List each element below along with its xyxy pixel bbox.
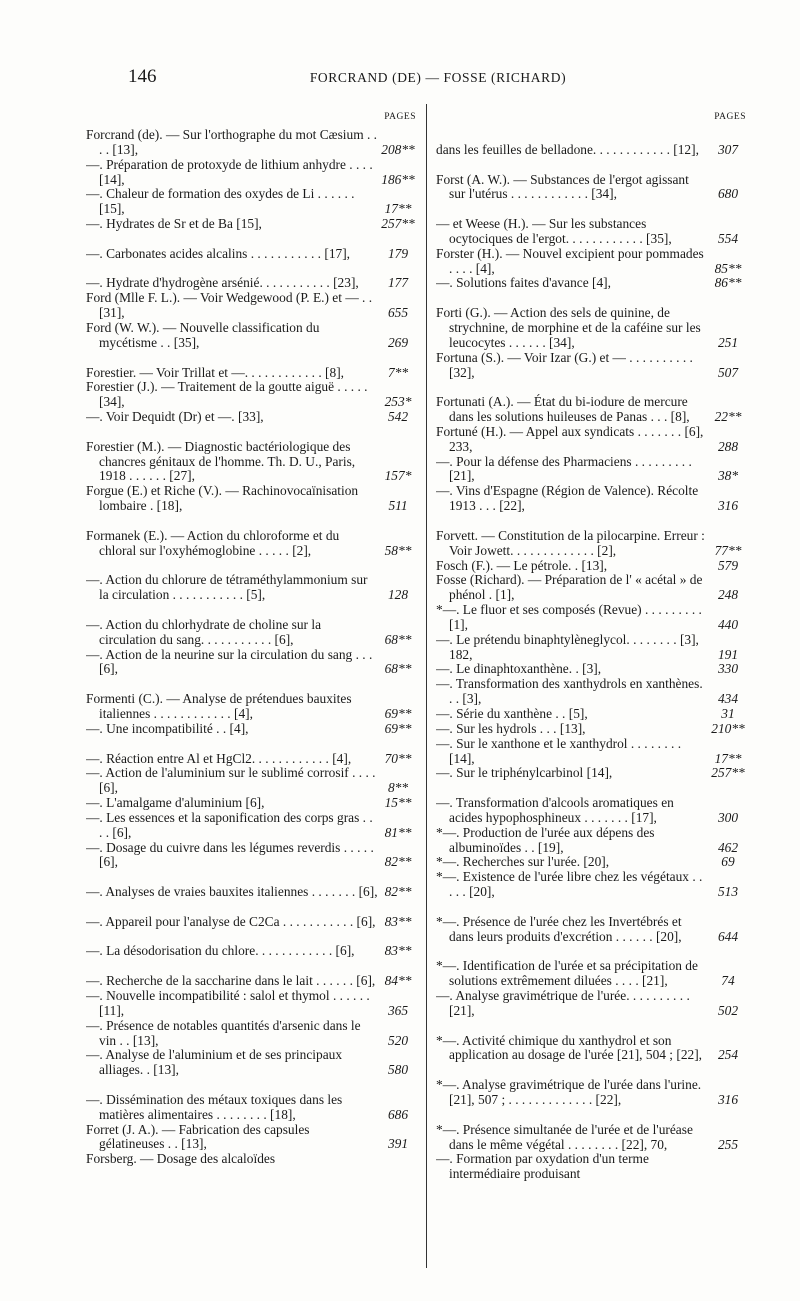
- entry-page: 307: [717, 141, 739, 157]
- entry-page: 22**: [714, 409, 742, 425]
- entry-text: Forgue (E.) et Riche (V.). — Rachinovocaïnisation lombaire . [18],: [86, 484, 359, 514]
- index-entry: [86, 158, 418, 188]
- entry-page: 655: [387, 305, 409, 321]
- entry-page: 330: [717, 662, 739, 677]
- index-entry: [436, 855, 748, 870]
- entry-text: Forret (J. A.). — Fabrication des capsules gélatineuses . . [13],: [86, 1122, 310, 1152]
- index-entry: [436, 870, 748, 900]
- index-entry: [436, 128, 748, 158]
- index-entry: [436, 514, 748, 559]
- entry-page: 157*: [384, 468, 412, 484]
- index-entry: [86, 603, 418, 648]
- index-entry: [436, 707, 748, 722]
- index-entry: [86, 559, 418, 604]
- entry-page: 507: [717, 364, 739, 380]
- entry-page: 82**: [384, 884, 412, 900]
- index-entry: [86, 737, 418, 767]
- index-entry: [436, 945, 748, 990]
- index-entry: [436, 1063, 748, 1108]
- entry-page: 513: [717, 884, 739, 900]
- entry-page: 257**: [381, 217, 415, 232]
- entry-page: 462: [717, 839, 739, 855]
- entry-text: dans les feuilles de belladone. . . . . . . . . . . . [12],: [436, 141, 699, 157]
- entry-text: —. Analyse de l'aluminium et de ses principaux alliages. . [13],: [86, 1048, 343, 1078]
- entry-page: 520: [387, 1032, 409, 1048]
- entry-page: 208**: [381, 141, 415, 157]
- entry-page: 77**: [714, 542, 742, 558]
- entry-text: Fortunati (A.). — État du bi-iodure de mercure dans les solutions huileuses de Panas . . . [8],: [436, 394, 690, 425]
- index-entry: [86, 217, 418, 232]
- entry-page: 680: [717, 186, 739, 202]
- index-entry: [436, 766, 748, 781]
- entry-text: —. Réaction entre Al et HgCl2. . . . . . . . . . . . [4],: [86, 750, 352, 766]
- entry-page: 255: [717, 1136, 739, 1152]
- index-entry: [86, 1019, 418, 1049]
- entry-text: —. Chaleur de formation des oxydes de Li . . . . . . [15],: [86, 187, 355, 217]
- entry-page: 253*: [384, 394, 412, 410]
- index-entry: [436, 425, 748, 455]
- entry-text: Forvett. — Constitution de la pilocarpine. Erreur : Voir Jowett. . . . . . . . . . . . . [2],: [436, 527, 705, 558]
- index-entry: [436, 633, 748, 663]
- index-entry: [86, 1048, 418, 1078]
- entry-text: Forst (A. W.). — Substances de l'ergot agissant sur l'utérus . . . . . . . . . . . . [34],: [436, 171, 689, 202]
- entry-page: 686: [387, 1106, 409, 1122]
- entry-text: Forti (G.). — Action des sels de quinine, de strychnine, de morphine et de la caféine sur les leucocytes . . . . . . [34],: [436, 305, 701, 350]
- entry-text: *—. Activité chimique du xanthydrol et son application au dosage de l'urée [21], 504 ; [22],: [436, 1032, 703, 1063]
- index-entry: [86, 514, 418, 559]
- column-divider: [426, 104, 427, 1268]
- entry-page: 257**: [711, 766, 745, 781]
- index-entry: [436, 247, 748, 277]
- index-entry: [86, 1078, 418, 1123]
- index-entry: [436, 573, 748, 603]
- index-entry: [86, 989, 418, 1019]
- entry-text: —. Dosage du cuivre dans les légumes reverdis . . . . . [6],: [86, 840, 374, 870]
- entry-text: —. Recherche de la saccharine dans le lait . . . . . . [6],: [86, 973, 376, 989]
- index-entry: [86, 321, 418, 351]
- entry-text: —. Sur le xanthone et le xanthydrol . . . . . . . . [14],: [436, 736, 682, 766]
- entry-text: Formanek (E.). — Action du chloroforme et du chloral sur l'oxyhémoglobine . . . . . [2],: [86, 527, 340, 558]
- index-entry: [436, 722, 748, 737]
- entry-text: —. Transformation d'alcools aromatiques en acides hypophosphineux . . . . . . . [17],: [436, 795, 674, 825]
- entry-page: 300: [717, 809, 739, 825]
- entry-text: —. Sur le triphénylcarbinol [14],: [436, 766, 613, 781]
- entry-page: 82**: [384, 854, 412, 870]
- entry-text: —. Action de la neurine sur la circulation du sang . . . [6],: [86, 647, 373, 677]
- entry-text: *—. Présence de l'urée chez les Invertébrés et dans leurs produits d'excrétion . . . . . . [20],: [436, 913, 682, 944]
- entry-text: —. Appareil pour l'analyse de C2Ca . . . . . . . . . . . [6],: [86, 913, 376, 929]
- entry-text: —. L'amalgame d'aluminium [6],: [86, 796, 265, 811]
- entry-text: —. La désodorisation du chlore. . . . . . . . . . . . [6],: [86, 943, 355, 959]
- entry-page: 7**: [387, 364, 409, 380]
- entry-text: —. Hydrate d'hydrogène arsénié. . . . . . . . . . . [23],: [86, 275, 359, 291]
- entry-page: 365: [387, 1002, 409, 1018]
- entry-text: —. Formation par oxydation d'un terme intermédiaire produisant: [436, 1152, 649, 1182]
- index-entry: [86, 232, 418, 262]
- entry-text: —. Pour la défense des Pharmaciens . . . . . . . . . [21],: [436, 454, 692, 484]
- index-entry: [86, 187, 418, 217]
- entry-text: *—. Existence de l'urée libre chez les végétaux . . . . . [20],: [436, 870, 703, 900]
- entry-text: Fortuna (S.). — Voir Izar (G.) et — . . . . . . . . . . [32],: [436, 350, 693, 380]
- index-entry: [436, 455, 748, 485]
- index-entry: [436, 484, 748, 514]
- entry-text: *—. Présence simultanée de l'urée et de l'uréase dans le même végétal . . . . . . . . [22], 70,: [436, 1121, 693, 1152]
- index-entry: [436, 291, 748, 350]
- index-entry: [86, 677, 418, 722]
- index-entry: [436, 781, 748, 826]
- entry-page: 391: [387, 1136, 409, 1152]
- entry-text: —. Hydrates de Sr et de Ba [15],: [86, 217, 262, 232]
- entry-page: 31: [721, 706, 735, 721]
- entry-page: 69: [721, 855, 735, 870]
- entry-text: —. Action du chlorure de tétraméthylammonium sur la circulation . . . . . . . . . . . [5],: [86, 572, 368, 603]
- page-number: 146: [128, 66, 157, 87]
- entry-page: 191: [717, 646, 739, 662]
- entry-page: 254: [717, 1047, 739, 1063]
- entry-page: 86**: [714, 276, 742, 291]
- pages-heading-left: PAGES: [384, 112, 416, 122]
- pages-heading-right: PAGES: [714, 112, 746, 122]
- entry-text: Forcrand (de). — Sur l'orthographe du mot Cæsium . . . . [13],: [86, 128, 378, 157]
- entry-page: 81**: [384, 824, 412, 840]
- entry-list-right: [436, 128, 748, 1182]
- entry-page: 248: [717, 587, 739, 603]
- entry-text: —. Action du chlorhydrate de choline sur la circulation du sang. . . . . . . . . . . [6],: [86, 616, 322, 647]
- entry-text: —. Action de l'aluminium sur le sublimé corrosif . . . . [6],: [86, 766, 376, 796]
- entry-text: Fosse (Richard). — Préparation de l' « acétal » de phénol . [1],: [436, 573, 703, 603]
- entry-list-left: [86, 128, 418, 1167]
- entry-text: —. Analyses de vraies bauxites italiennes . . . . . . . [6],: [86, 884, 378, 900]
- entry-page: 68**: [384, 661, 412, 677]
- entry-text: Forestier (M.). — Diagnostic bactériologique des chancres génitaux de l'homme. Th. D. U., Paris, 1918 . . . . . . [27],: [86, 438, 356, 484]
- index-entry: [86, 380, 418, 410]
- entry-page: 15**: [384, 796, 412, 811]
- entry-text: Forestier (J.). — Traitement de la goutte aiguë . . . . . [34],: [86, 380, 368, 410]
- entry-page: 269: [387, 334, 409, 350]
- entry-text: —. Le prétendu binaphtylèneglycol. . . . . . . . [3], 182,: [436, 632, 699, 662]
- index-entry: [86, 841, 418, 871]
- index-entry: [86, 484, 418, 514]
- entry-text: —. Vins d'Espagne (Région de Valence). Récolte 1913 . . . [22],: [436, 484, 699, 514]
- index-entry: [436, 603, 748, 633]
- entry-page: 179: [387, 245, 409, 261]
- entry-text: —. Analyse gravimétrique de l'urée. . . . . . . . . . [21],: [436, 989, 690, 1018]
- index-entry: [436, 380, 748, 425]
- entry-text: *—. Analyse gravimétrique de l'urée dans l'urine. [21], 507 ; . . . . . . . . . . . . . [22],: [436, 1077, 702, 1107]
- index-entry: [436, 158, 748, 203]
- entry-page: 580: [387, 1062, 409, 1078]
- index-entry: [86, 1152, 418, 1167]
- entry-text: —. Nouvelle incompatibilité : salol et thymol . . . . . . [11],: [86, 989, 370, 1018]
- entry-page: 440: [717, 616, 739, 632]
- entry-page: 74: [721, 973, 735, 989]
- entry-page: 251: [717, 334, 739, 350]
- index-entry: [436, 989, 748, 1019]
- entry-page: 70**: [384, 750, 412, 766]
- entry-text: Fortuné (H.). — Appel aux syndicats . . . . . . . [6], 233,: [436, 424, 704, 454]
- entry-text: Forestier. — Voir Trillat et —. . . . . . . . . . . . [8],: [86, 364, 345, 380]
- running-title: FORCRAND (DE) — FOSSE (RICHARD): [309, 70, 567, 85]
- entry-page: 85**: [714, 260, 742, 276]
- entry-page: 68**: [384, 631, 412, 647]
- entry-page: 502: [717, 1002, 739, 1018]
- index-entry: [436, 1108, 748, 1153]
- entry-page: 17**: [714, 750, 742, 766]
- entry-text: — et Weese (H.). — Sur les substances ocytociques de l'ergot. . . . . . . . . . . . [35],: [436, 216, 672, 246]
- entry-text: —. Présence de notables quantités d'arsenic dans le vin . . [13],: [86, 1018, 361, 1048]
- index-entry: [436, 1019, 748, 1064]
- entry-page: 186**: [381, 171, 415, 187]
- index-entry: [86, 766, 418, 796]
- index-entry: [436, 737, 748, 767]
- entry-page: 84**: [384, 973, 412, 989]
- index-entry: [86, 425, 418, 484]
- index-entry: [86, 291, 418, 321]
- index-entry: [436, 677, 748, 707]
- index-entry: [86, 648, 418, 678]
- entry-page: 83**: [384, 913, 412, 929]
- index-entry: [436, 351, 748, 381]
- index-entry: [436, 276, 748, 291]
- entry-page: 579: [717, 558, 739, 573]
- index-entry: [86, 811, 418, 841]
- index-entry: [86, 796, 418, 811]
- index-entry: [86, 930, 418, 960]
- entry-page: 17**: [384, 201, 412, 217]
- entry-text: —. Dissémination des métaux toxiques dans les matières alimentaires . . . . . . . . [18],: [86, 1091, 343, 1122]
- index-entry: [86, 959, 418, 989]
- entry-text: Ford (W. W.). — Nouvelle classification du mycétisme . . [35],: [86, 320, 320, 350]
- entry-text: Forster (H.). — Nouvel excipient pour pommades . . . . [4],: [436, 246, 704, 276]
- entry-text: —. Le dinaphtoxanthène. . [3],: [436, 662, 602, 677]
- index-column-right: [436, 112, 748, 1182]
- entry-page: 128: [387, 587, 409, 603]
- entry-page: 58**: [384, 542, 412, 558]
- entry-text: *—. Le fluor et ses composés (Revue) . . . . . . . . . [1],: [436, 603, 702, 632]
- entry-text: *—. Identification de l'urée et sa précipitation de solutions extrêmement diluées . . . . [21],: [436, 958, 698, 989]
- index-entry: [436, 1152, 748, 1182]
- entry-page: 38*: [717, 468, 739, 484]
- entry-page: 83**: [384, 943, 412, 959]
- entry-text: —. Solutions faites d'avance [4],: [436, 276, 611, 291]
- entry-text: —. Transformation des xanthydrols en xanthènes. . . [3],: [436, 677, 703, 707]
- index-entry: [436, 662, 748, 677]
- index-entry: [86, 262, 418, 292]
- entry-text: —. Sur les hydrols . . . [13],: [436, 721, 586, 736]
- entry-page: 177: [387, 275, 409, 291]
- entry-page: 542: [387, 410, 409, 425]
- entry-text: Fosch (F.). — Le pétrole. . [13],: [436, 558, 608, 573]
- entry-page: 69**: [384, 705, 412, 721]
- entry-text: Forsberg. — Dosage des alcaloïdes: [86, 1152, 276, 1167]
- index-entry: [86, 128, 418, 158]
- entry-text: Formenti (C.). — Analyse de prétendues bauxites italiennes . . . . . . . . . . . . [4],: [86, 691, 352, 721]
- entry-page: 644: [717, 928, 739, 944]
- entry-text: —. Voir Dequidt (Dr) et —. [33],: [86, 410, 264, 425]
- entry-text: —. Carbonates acides alcalins . . . . . . . . . . . [17],: [86, 245, 351, 261]
- entry-page: 69**: [384, 721, 412, 736]
- index-entry: [436, 900, 748, 945]
- index-entry: [436, 202, 748, 247]
- index-column-left: [86, 112, 418, 1167]
- entry-text: —. Série du xanthène . . [5],: [436, 706, 588, 721]
- index-entry: [86, 870, 418, 900]
- index-entry: [436, 826, 748, 856]
- entry-page: 288: [717, 438, 739, 454]
- entry-text: —. Les essences et la saponification des corps gras . . . . [6],: [86, 810, 373, 840]
- page-header: [128, 66, 748, 90]
- entry-page: 434: [717, 691, 739, 707]
- entry-text: —. Une incompatibilité . . [4],: [86, 721, 249, 736]
- index-entry: [86, 722, 418, 737]
- entry-text: —. Préparation de protoxyde de lithium anhydre . . . . [14],: [86, 157, 373, 187]
- entry-text: *—. Recherches sur l'urée. [20],: [436, 855, 610, 870]
- entry-page: 316: [717, 1092, 739, 1107]
- index-entry: [86, 351, 418, 381]
- index-entry: [86, 410, 418, 425]
- entry-text: Ford (Mlle F. L.). — Voir Wedgewood (P. E.) et — . . [31],: [86, 291, 373, 321]
- entry-text: *—. Production de l'urée aux dépens des albuminoïdes . . [19],: [436, 825, 655, 855]
- entry-page: 511: [388, 498, 408, 514]
- index-entry: [86, 900, 418, 930]
- entry-page: 316: [717, 498, 739, 514]
- entry-page: 210**: [711, 721, 745, 736]
- index-entry: [86, 1123, 418, 1153]
- entry-page: 554: [717, 230, 739, 246]
- entry-page: 8**: [387, 780, 409, 796]
- index-entry: [436, 559, 748, 574]
